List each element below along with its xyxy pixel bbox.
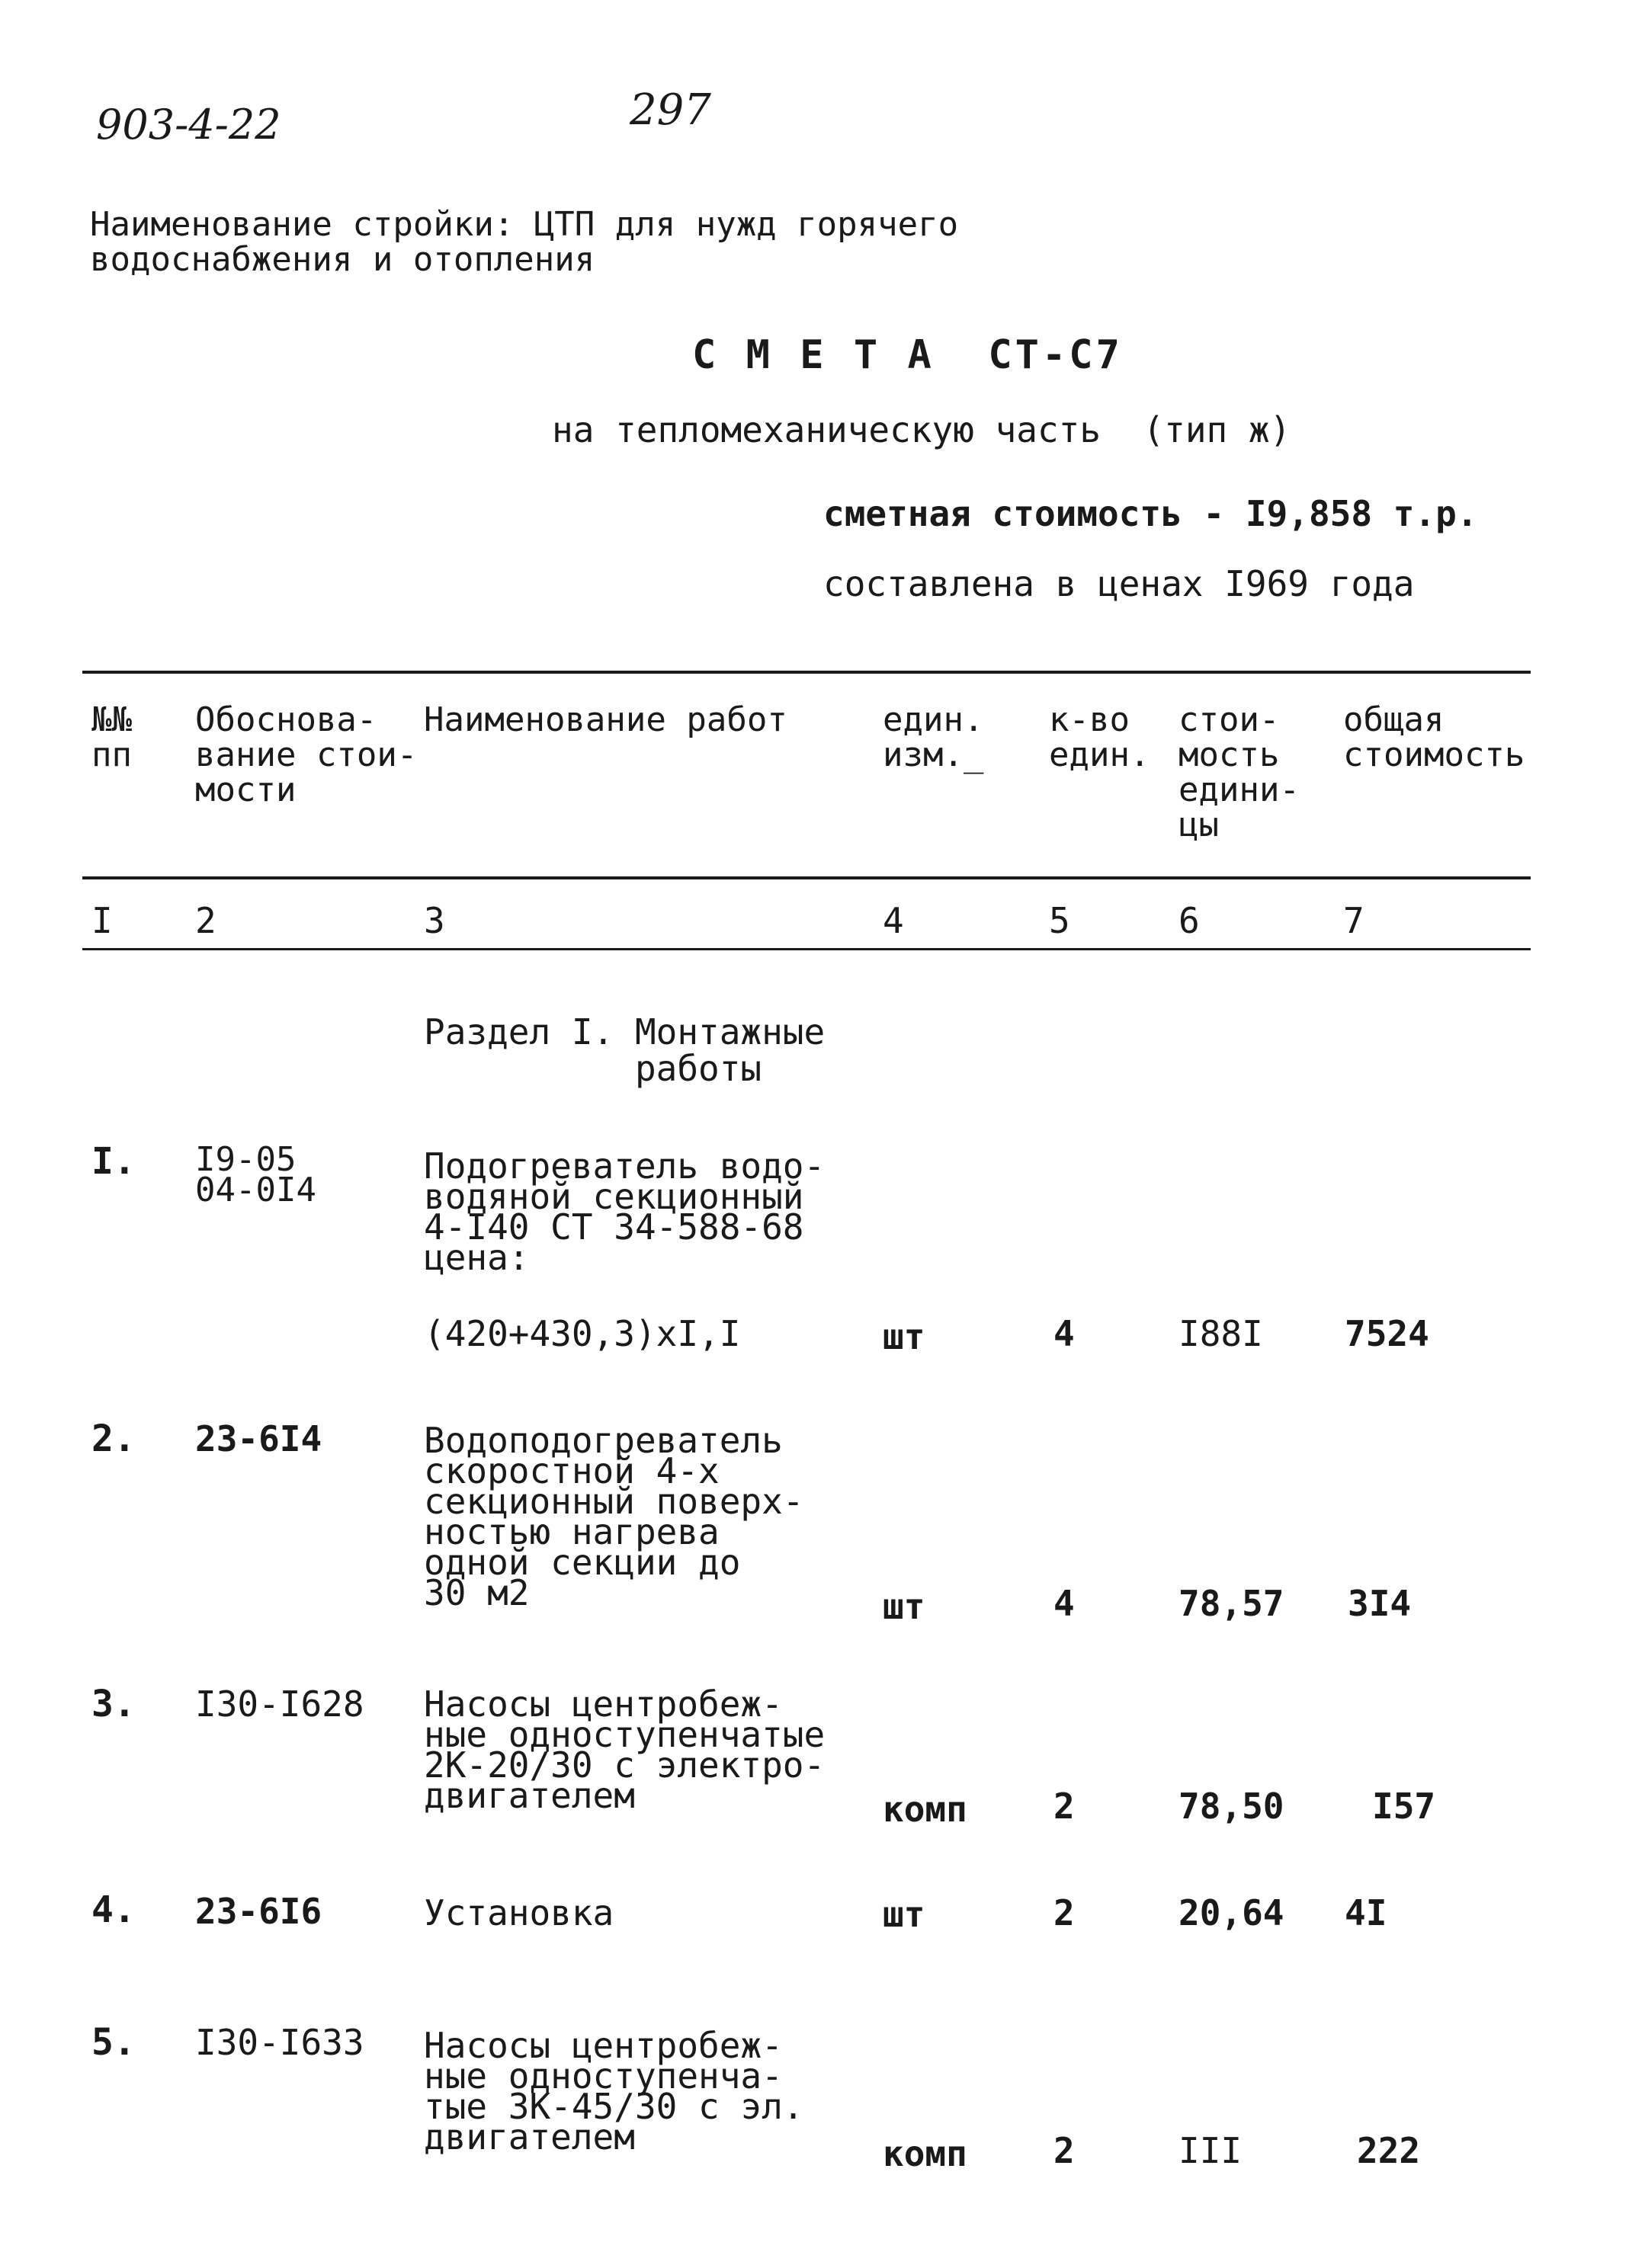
column-numbers-rule — [82, 948, 1531, 950]
row-number: 4. — [91, 1888, 136, 1931]
document-code: 903-4-22 — [96, 101, 281, 149]
row-price-formula: (420+430,3)хI,I — [424, 1313, 741, 1354]
row-total-cost: 3I4 — [1348, 1583, 1412, 1624]
row-basis: I30-I628 — [195, 1683, 364, 1725]
row-work-name: Водоподогреватель скоростной 4-х секционный поверх- ностью нагрева одной секции до 30 м2 — [424, 1420, 804, 1613]
column-number: 3 — [424, 900, 445, 941]
row-quantity: 2 — [1053, 1892, 1075, 1933]
row-total-cost: 7524 — [1345, 1313, 1429, 1354]
row-unit-cost: 78,57 — [1178, 1583, 1284, 1624]
construction-name: Наименование стройки: ЦТП для нужд горячего водоснабжения и отопления — [90, 205, 959, 279]
estimate-subtitle: на тепломеханическую часть (тип ж) — [552, 409, 1291, 450]
header-qty: к-во един. — [1049, 700, 1150, 774]
column-number: 2 — [195, 900, 216, 941]
header-unit-cost: стои- мость едини- цы — [1178, 700, 1300, 844]
row-quantity: 2 — [1053, 2130, 1075, 2171]
row-total-cost: I57 — [1372, 1786, 1436, 1827]
row-work-name: Насосы центробеж- ные одноступенчатые 2К-20/30 с электро- двигателем — [424, 1683, 826, 1816]
row-unit-cost: 20,64 — [1178, 1892, 1284, 1933]
header-work-name: Наименование работ — [424, 700, 787, 739]
row-basis: 23-6I4 — [195, 1418, 322, 1459]
row-basis: 23-6I6 — [195, 1891, 322, 1932]
row-number: 3. — [91, 1683, 136, 1725]
column-number: 7 — [1343, 900, 1364, 941]
column-number: 4 — [883, 900, 904, 941]
row-basis: I9-05 04-0I4 — [195, 1140, 316, 1209]
row-work-name: Подогреватель водо- водяной секционный 4-I40 СТ 34-588-68 цена: — [424, 1145, 826, 1278]
header-unit: един. изм._ — [883, 700, 984, 774]
row-quantity: 4 — [1053, 1583, 1075, 1624]
row-quantity: 4 — [1053, 1313, 1075, 1354]
column-number: 5 — [1049, 900, 1070, 941]
row-work-name: Установка — [424, 1892, 614, 1933]
row-unit-cost: III — [1178, 2130, 1243, 2171]
row-number: I. — [91, 1140, 136, 1183]
row-unit-cost: 78,50 — [1178, 1786, 1284, 1827]
row-unit: шт — [883, 1586, 925, 1627]
row-work-name: Насосы центробеж- ные одноступенча- тые 3К-45/30 с эл. двигателем — [424, 2025, 804, 2157]
header-basis: Обоснова- вание стои- мости — [195, 700, 418, 809]
row-unit: комп — [883, 2133, 967, 2174]
page-number: 297 — [630, 85, 711, 135]
row-number: 2. — [91, 1418, 136, 1460]
table-top-rule — [82, 671, 1531, 674]
estimated-cost: сметная стоимость - I9,858 т.р. — [823, 493, 1478, 534]
estimate-title: С М Е Т А СТ-С7 — [692, 332, 1123, 378]
row-quantity: 2 — [1053, 1786, 1075, 1827]
header-bottom-rule — [82, 876, 1531, 879]
row-unit: комп — [883, 1789, 967, 1830]
row-total-cost: 4I — [1345, 1892, 1387, 1933]
row-total-cost: 222 — [1357, 2130, 1421, 2171]
row-unit: шт — [883, 1316, 925, 1357]
row-number: 5. — [91, 2021, 136, 2064]
price-basis: составлена в ценах I969 года — [823, 563, 1415, 604]
header-num: №№ пп — [91, 700, 132, 774]
header-total-cost: общая стоимость — [1343, 700, 1525, 774]
row-basis: I30-I633 — [195, 2022, 364, 2063]
section-title: Раздел I. Монтажные работы — [424, 1011, 826, 1089]
column-number: 6 — [1178, 900, 1200, 941]
row-unit-cost: I88I — [1178, 1313, 1263, 1354]
column-number: I — [91, 900, 113, 941]
row-unit: шт — [883, 1894, 925, 1935]
